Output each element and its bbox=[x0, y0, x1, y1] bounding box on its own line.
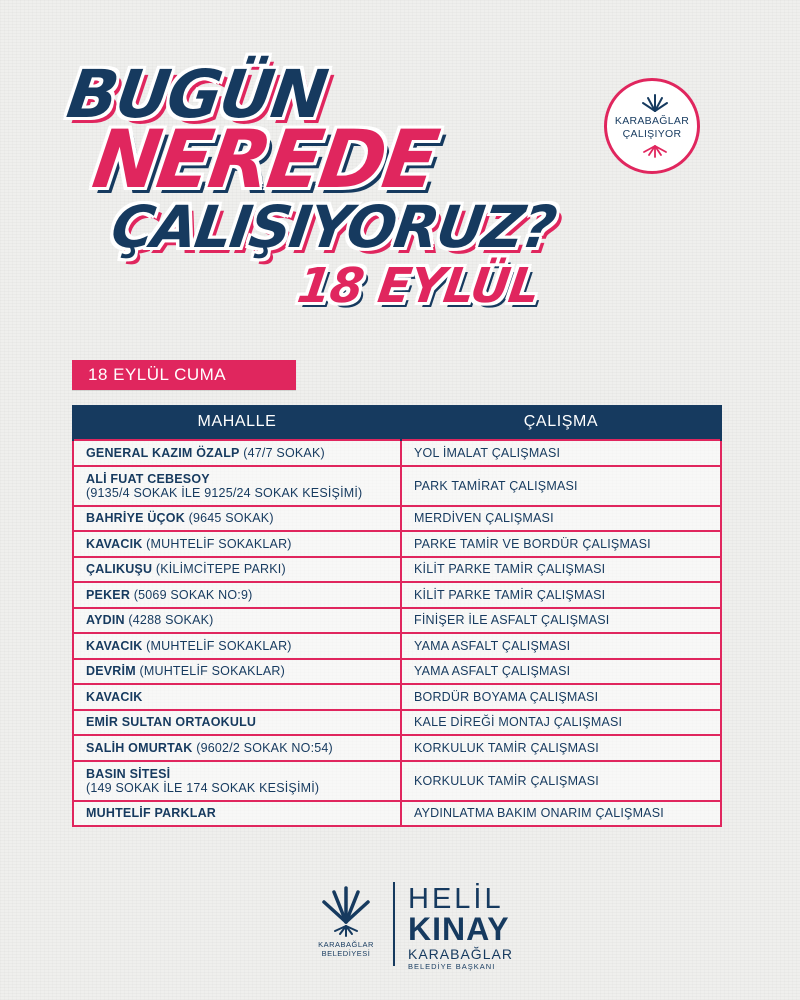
location-detail: (5069 SOKAK NO:9) bbox=[130, 587, 253, 602]
sunburst-icon bbox=[640, 91, 670, 113]
location-name: ALİ FUAT CEBESOY bbox=[86, 471, 210, 486]
location-name: EMİR SULTAN ORTAOKULU bbox=[86, 715, 257, 730]
location-detail: (9602/2 SOKAK NO:54) bbox=[192, 740, 333, 755]
table-row bbox=[73, 466, 721, 506]
work-cell: KORKULUK TAMİR ÇALIŞMASI bbox=[401, 735, 721, 761]
work-cell: YAMA ASFALT ÇALIŞMASI bbox=[401, 633, 721, 659]
location-name: KAVACIK bbox=[86, 536, 143, 551]
location-cell bbox=[73, 761, 401, 801]
location-name: KAVACIK bbox=[86, 689, 143, 704]
mayor-title-role: BELEDİYE BAŞKANI bbox=[408, 962, 496, 971]
table-row bbox=[73, 531, 721, 557]
location-cell bbox=[73, 531, 401, 557]
location-detail: (149 SOKAK İLE 174 SOKAK KESİŞİMİ) bbox=[86, 780, 320, 795]
location-name: GENERAL KAZIM ÖZALP bbox=[86, 445, 240, 460]
column-header-calisma: ÇALIŞMA bbox=[401, 405, 721, 440]
mayor-last-name: KINAY bbox=[408, 911, 510, 947]
work-cell: KİLİT PARKE TAMİR ÇALIŞMASI bbox=[401, 557, 721, 583]
location-cell bbox=[73, 633, 401, 659]
location-name: BASIN SİTESİ bbox=[86, 766, 171, 781]
headline-line-2: NEREDE bbox=[87, 113, 442, 206]
location-cell bbox=[73, 557, 401, 583]
work-cell: KİLİT PARKE TAMİR ÇALIŞMASI bbox=[401, 582, 721, 608]
column-header-mahalle: MAHALLE bbox=[73, 405, 401, 440]
table-row bbox=[73, 735, 721, 761]
location-cell bbox=[73, 466, 401, 506]
footer-divider bbox=[393, 882, 395, 966]
location-cell bbox=[73, 710, 401, 736]
work-cell: PARK TAMİRAT ÇALIŞMASI bbox=[401, 466, 721, 506]
location-name: DEVRİM bbox=[86, 664, 136, 679]
table-row bbox=[73, 659, 721, 685]
table-row bbox=[73, 761, 721, 801]
location-detail: (MUHTELİF SOKAKLAR) bbox=[142, 536, 292, 551]
headline bbox=[0, 0, 800, 330]
location-name: KAVACIK bbox=[86, 638, 143, 653]
sunburst-bottom-icon bbox=[640, 145, 670, 159]
location-cell bbox=[73, 506, 401, 532]
work-cell: KORKULUK TAMİR ÇALIŞMASI bbox=[401, 761, 721, 801]
location-detail: (47/7 SOKAK) bbox=[239, 445, 325, 460]
location-name: AYDIN bbox=[86, 613, 125, 628]
table-row bbox=[73, 557, 721, 583]
badge-line-1: KARABAĞLAR bbox=[614, 115, 690, 127]
work-schedule-table bbox=[72, 405, 722, 827]
work-cell: BORDÜR BOYAMA ÇALIŞMASI bbox=[401, 684, 721, 710]
location-cell bbox=[73, 735, 401, 761]
location-name: MUHTELİF PARKLAR bbox=[86, 806, 217, 821]
table-row bbox=[73, 440, 721, 466]
table-row bbox=[73, 684, 721, 710]
footer bbox=[0, 870, 800, 990]
work-cell: KALE DİREĞİ MONTAJ ÇALIŞMASI bbox=[401, 710, 721, 736]
headline-date: 18 EYLÜL bbox=[294, 258, 543, 314]
municipality-name: KARABAĞLAR BELEDİYESİ bbox=[318, 940, 374, 958]
location-name: ÇALIKUŞU bbox=[86, 562, 153, 577]
location-name: SALİH OMURTAK bbox=[86, 740, 193, 755]
location-cell bbox=[73, 582, 401, 608]
work-cell: YAMA ASFALT ÇALIŞMASI bbox=[401, 659, 721, 685]
table-row bbox=[73, 710, 721, 736]
work-cell: FİNİŞER İLE ASFALT ÇALIŞMASI bbox=[401, 608, 721, 634]
mayor-title-district: KARABAĞLAR bbox=[408, 946, 513, 962]
location-name: PEKER bbox=[86, 587, 131, 602]
location-cell bbox=[73, 440, 401, 466]
work-cell: PARKE TAMİR VE BORDÜR ÇALIŞMASI bbox=[401, 531, 721, 557]
karabaglar-calisiyor-badge bbox=[604, 78, 700, 174]
location-cell bbox=[73, 608, 401, 634]
headline-line-3: ÇALIŞIYORUZ? bbox=[107, 193, 559, 261]
location-cell bbox=[73, 801, 401, 827]
location-cell bbox=[73, 659, 401, 685]
mayor-first-name: HELİL bbox=[408, 883, 504, 915]
sunburst-logo-icon bbox=[316, 882, 376, 938]
location-detail: (9135/4 SOKAK İLE 9125/24 SOKAK KESİŞİMİ) bbox=[86, 485, 363, 500]
table-row bbox=[73, 506, 721, 532]
work-cell: AYDINLATMA BAKIM ONARIM ÇALIŞMASI bbox=[401, 801, 721, 827]
headline-line-1: BUGÜN bbox=[62, 56, 331, 133]
location-detail: (MUHTELİF SOKAKLAR) bbox=[135, 664, 285, 679]
day-label: 18 EYLÜL CUMA bbox=[72, 360, 296, 390]
location-detail: (MUHTELİF SOKAKLAR) bbox=[142, 638, 292, 653]
work-cell: YOL İMALAT ÇALIŞMASI bbox=[401, 440, 721, 466]
location-detail: (4288 SOKAK) bbox=[124, 613, 214, 628]
municipality-logo bbox=[298, 882, 394, 978]
table-row bbox=[73, 582, 721, 608]
table-header-row bbox=[73, 405, 721, 440]
table-row bbox=[73, 633, 721, 659]
location-name: BAHRİYE ÜÇOK bbox=[86, 511, 185, 526]
table-row bbox=[73, 801, 721, 827]
work-cell: MERDİVEN ÇALIŞMASI bbox=[401, 506, 721, 532]
mayor-signature bbox=[408, 884, 513, 972]
table-row bbox=[73, 608, 721, 634]
location-detail: (KİLİMCİTEPE PARKI) bbox=[152, 562, 286, 577]
location-detail: (9645 SOKAK) bbox=[184, 511, 274, 526]
badge-line-2: ÇALIŞIYOR bbox=[622, 128, 682, 140]
location-cell bbox=[73, 684, 401, 710]
